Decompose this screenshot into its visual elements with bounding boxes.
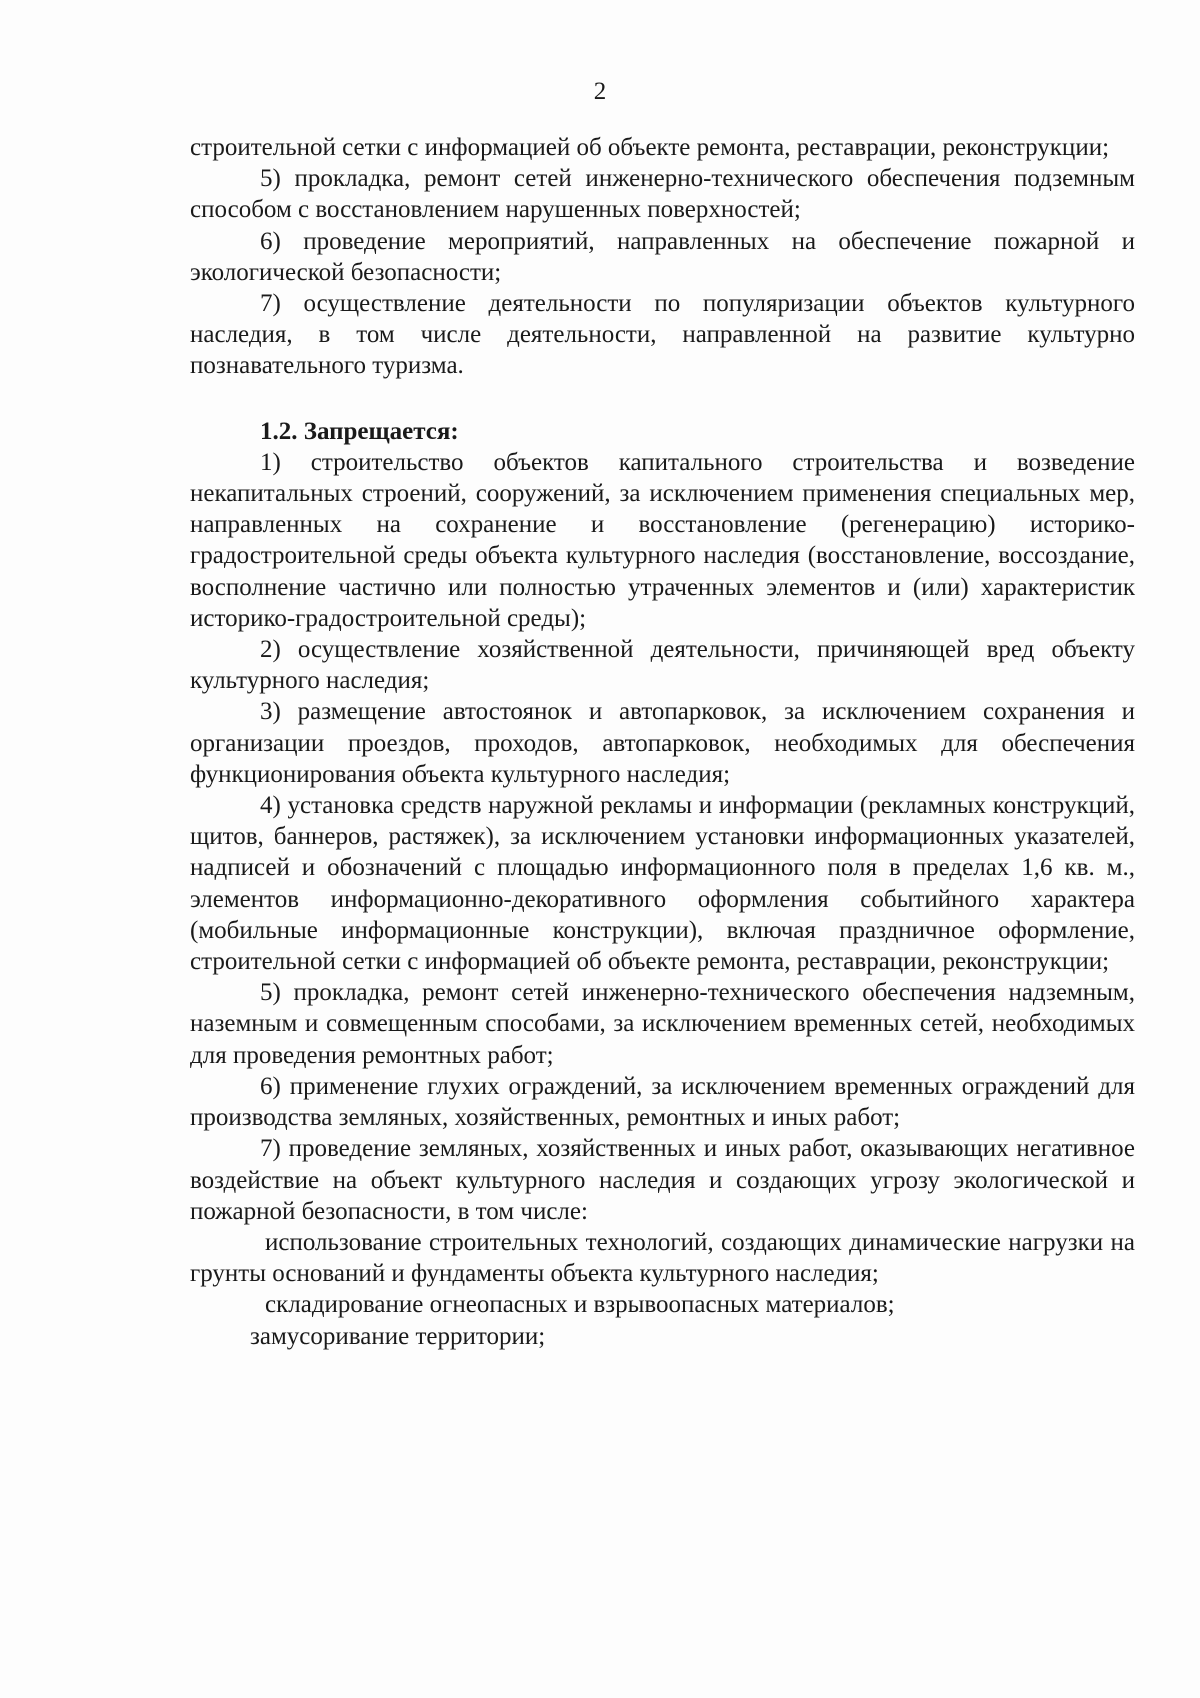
page-number: 2 bbox=[593, 78, 607, 105]
sub-item-storage: складирование огнеопасных и взрывоопасных материалов; bbox=[265, 1291, 895, 1319]
paragraph-item-5: 5) прокладка, ремонт сетей инженерно-технического обеспечения подземным способом с восстановлением нарушенных поверхностей; bbox=[190, 165, 1135, 224]
prohibited-item-4: 4) установка средств наружной рекламы и информации (рекламных конструкций, щитов, баннеров, растяжек), за исключением установки информационных указателей, надписей и обозначений с площадью информационного поля в пределах 1,6 кв. м., элементов информационно-декоративного оформления событийного характера (мобильные информационные конструкции), включая праздничное оформление, строительной сетки с информацией об объекте ремонта, реставрации, реконструкции; bbox=[190, 792, 1135, 976]
prohibited-item-3: 3) размещение автостоянок и автопарковок, за исключением сохранения и организации проездов, проходов, автопарковок, необходимых для обеспечения функционирования объекта культурного наследия; bbox=[190, 698, 1135, 788]
prohibited-item-1: 1) строительство объектов капитального строительства и возведение некапитальных строений, сооружений, за исключением применения специальных мер, направленных на сохранение и восстановление (регенерацию) историко-градостроительной среды объекта культурного наследия (восстановление, воссоздание, восполнение частично или полностью утраченных элементов и (или) характеристик историко-градостроительной среды); bbox=[190, 448, 1135, 632]
paragraph-item-6: 6) проведение мероприятий, направленных на обеспечение пожарной и экологической безопасности; bbox=[190, 227, 1135, 286]
paragraph-item-7: 7) осуществление деятельности по популяризации объектов культурного наследия, в том числе деятельности, направленной на развитие культурно познавательного туризма. bbox=[190, 290, 1135, 380]
prohibited-item-7: 7) проведение земляных, хозяйственных и иных работ, оказывающих негативное воздействие на объект культурного наследия и создающих угрозу экологической и пожарной безопасности, в том числе: bbox=[190, 1135, 1135, 1225]
sub-item-littering: замусоривание территории; bbox=[250, 1322, 546, 1350]
sub-item-technologies: использование строительных технологий, создающих динамические нагрузки на грунты оснований и фундаменты объекта культурного наследия; bbox=[190, 1228, 1135, 1288]
paragraph-continuation: строительной сетки с информацией об объекте ремонта, реставрации, реконструкции; bbox=[190, 134, 1110, 161]
prohibited-item-2: 2) осуществление хозяйственной деятельности, причиняющей вред объекту культурного наследия; bbox=[190, 636, 1135, 695]
document-body bbox=[190, 132, 1135, 1352]
prohibited-item-5: 5) прокладка, ремонт сетей инженерно-технического обеспечения надземным, наземным и совмещенным способами, за исключением временных сетей, необходимых для проведения ремонтных работ; bbox=[190, 979, 1135, 1069]
prohibited-item-6: 6) применение глухих ограждений, за исключением временных ограждений для производства земляных, хозяйственных, ремонтных и иных работ; bbox=[190, 1072, 1135, 1132]
section-heading: 1.2. Запрещается: bbox=[260, 417, 459, 445]
